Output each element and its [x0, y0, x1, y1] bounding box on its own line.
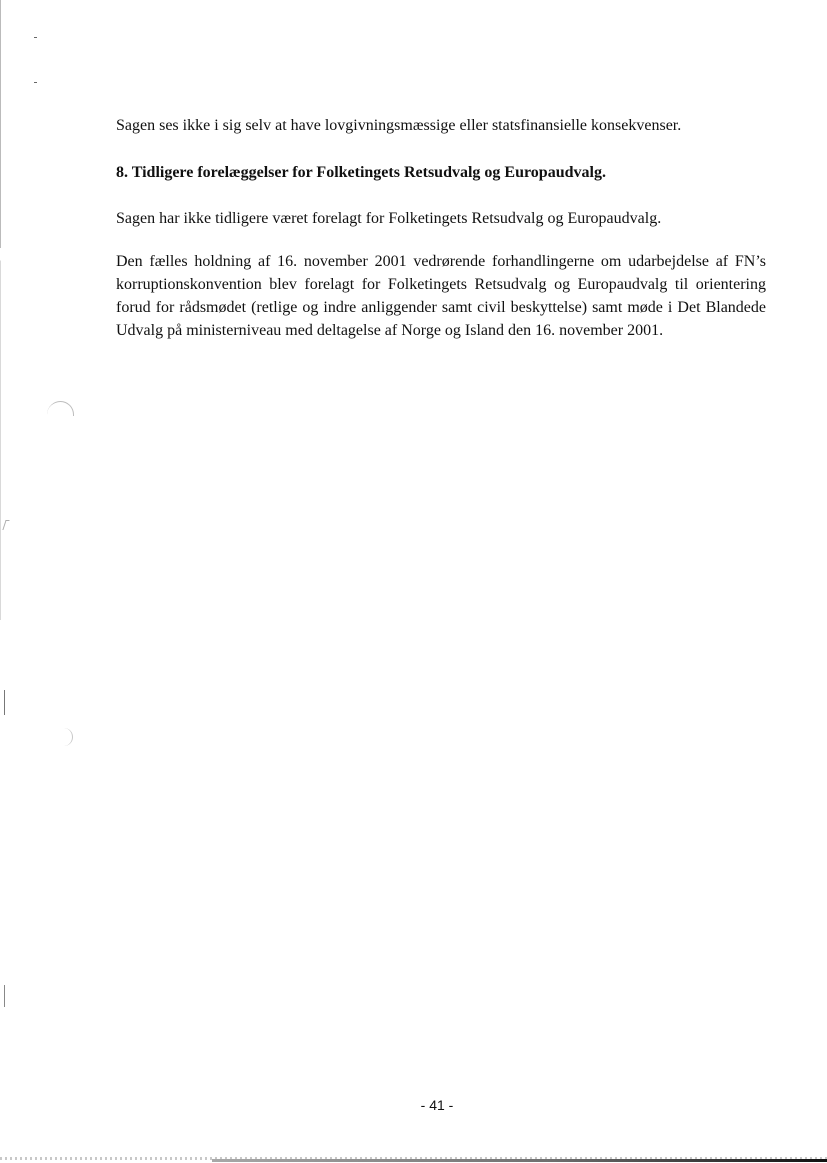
scan-bottom-edge [212, 1159, 827, 1162]
scan-artifact [2, 520, 9, 530]
intro-paragraph: Sagen ses ikke i sig selv at have lovgivningsmæssige eller statsfinansielle konsekvenser. [116, 117, 682, 134]
prior-notice-paragraph: Sagen har ikke tidligere været forelagt for Folketingets Retsudvalg og Europaudvalg. [116, 210, 662, 227]
scan-artifact [34, 82, 37, 83]
document-body [116, 114, 766, 342]
scan-artifact [47, 401, 74, 416]
scan-artifact [34, 37, 37, 38]
scan-edge-mark [4, 690, 5, 715]
common-position-paragraph: Den fælles holdning af 16. november 2001 vedrørende forhandlingerne om udarbejdelse af FN’s korruptionskonvention blev forelagt for Folketingets Retsudvalg og Europaudvalg til orientering forud for rådsmødet (retlige og indre anliggender samt civil beskyttelse) samt møde i Det Blandede Udvalg på ministerniveau med deltagelse af Norge og Island den 16. november 2001. [116, 253, 766, 339]
scan-artifact [64, 728, 73, 746]
section-heading: 8. Tidligere forelæggelser for Folketingets Retsudvalg og Europaudvalg. [116, 164, 606, 181]
page-number: - 41 - [420, 1097, 454, 1113]
scan-edge-line [0, 0, 1, 620]
scan-edge-mark [4, 985, 5, 1007]
